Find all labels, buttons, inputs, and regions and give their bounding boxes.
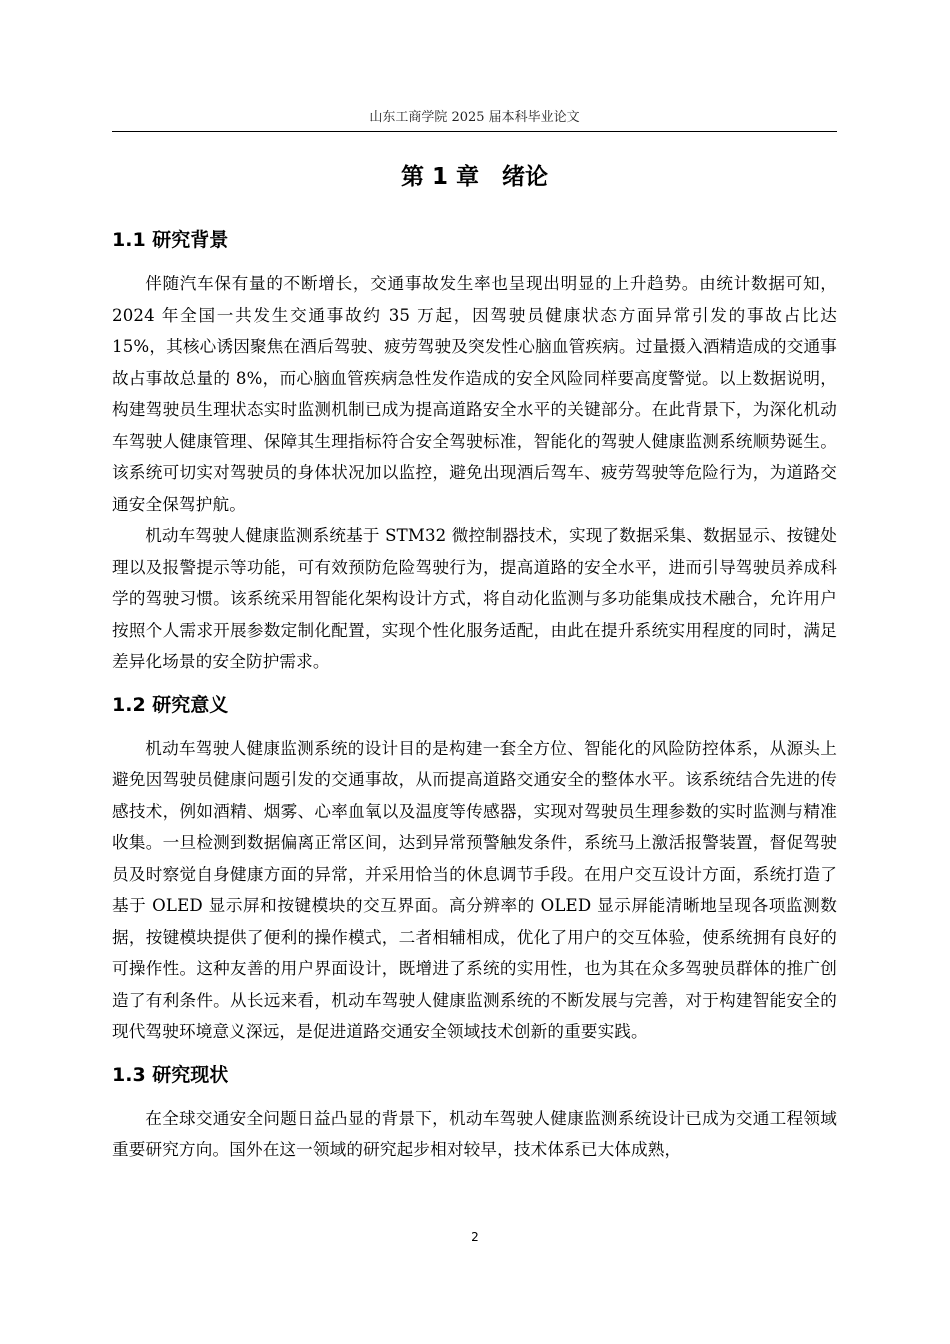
header-rule bbox=[112, 131, 837, 132]
chapter-title: 第 1 章 绪论 bbox=[400, 164, 549, 190]
paragraph-1-1-a: 伴随汽车保有量的不断增长，交通事故发生率也呈现出明显的上升趋势。由统计数据可知，2024 年全国一共发生交通事故约 35 万起，因驾驶员健康状态方面异常引发的事故占比达 15%，其核心诱因聚焦在酒后驾驶、疲劳驾驶及突发性心脑血管疾病。过量摄入酒精造成的交通事故占事故总量的 8%，而心脑血管疾病急性发作造成的安全风险同样要高度警觉。以上数据说明，构建驾驶员生理状态实时监测机制已成为提高道路安全水平的关键部分。在此背景下，为深化机动车驾驶人健康管理、保障其生理指标符合安全驾驶标准，智能化的驾驶人健康监测系统顺势诞生。该系统可切实对驾驶员的身体状况加以监控，避免出现酒后驾车、疲劳驾驶等危险行为，为道路交通安全保驾护航。 bbox=[112, 274, 837, 514]
paragraph-1-3-a: 在全球交通安全问题日益凸显的背景下，机动车驾驶人健康监测系统设计已成为交通工程领域重要研究方向。国外在这一领域的研究起步相对较早，技术体系已大体成熟， bbox=[112, 1108, 837, 1159]
paragraph-1-1-b: 机动车驾驶人健康监测系统基于 STM32 微控制器技术，实现了数据采集、数据显示、按键处理以及报警提示等功能，可有效预防危险驾驶行为，提高道路的安全水平，进而引导驾驶员养成科学的驾驶习惯。该系统采用智能化架构设计方式，将自动化监测与多功能集成技术融合，允许用户按照个人需求开展参数定制化配置，实现个性化服务适配，由此在提升系统实用程度的同时，满足差异化场景的安全防护需求。 bbox=[112, 526, 837, 671]
section-heading-1-2: 1.2 研究意义 bbox=[112, 693, 229, 716]
page-number: 2 bbox=[471, 1230, 479, 1244]
section-heading-1-1: 1.1 研究背景 bbox=[112, 229, 229, 251]
section-heading-1-3: 1.3 研究现状 bbox=[112, 1063, 229, 1086]
paragraph-1-2-a: 机动车驾驶人健康监测系统的设计目的是构建一套全方位、智能化的风险防控体系，从源头上避免因驾驶员健康问题引发的交通事故，从而提高道路交通安全的整体水平。该系统结合先进的传感技术，例如酒精、烟雾、心率血氧以及温度等传感器，实现对驾驶员生理参数的实时监测与精准收集。一旦检测到数据偏离正常区间，达到异常预警触发条件，系统马上激活报警装置，督促驾驶员及时察觉自身健康方面的异常，并采用恰当的休息调节手段。在用户交互设计方面，系统打造了基于 OLED 显示屏和按键模块的交互界面。高分辨率的 OLED 显示屏能清晰地呈现各项监测数据，按键模块提供了便利的操作模式，二者相辅相成，优化了用户的交互体验，使系统拥有良好的可操作性。这种友善的用户界面设计，既增进了系统的实用性，也为其在众多驾驶员群体的推广创造了有利条件。从长远来看，机动车驾驶人健康监测系统的不断发展与完善，对于构建智能安全的现代驾驶环境意义深远，是促进道路交通安全领域技术创新的重要实践。 bbox=[112, 738, 837, 1041]
page-content bbox=[112, 158, 837, 1166]
running-header: 山东工商学院 2025 届本科毕业论文 bbox=[369, 110, 580, 125]
